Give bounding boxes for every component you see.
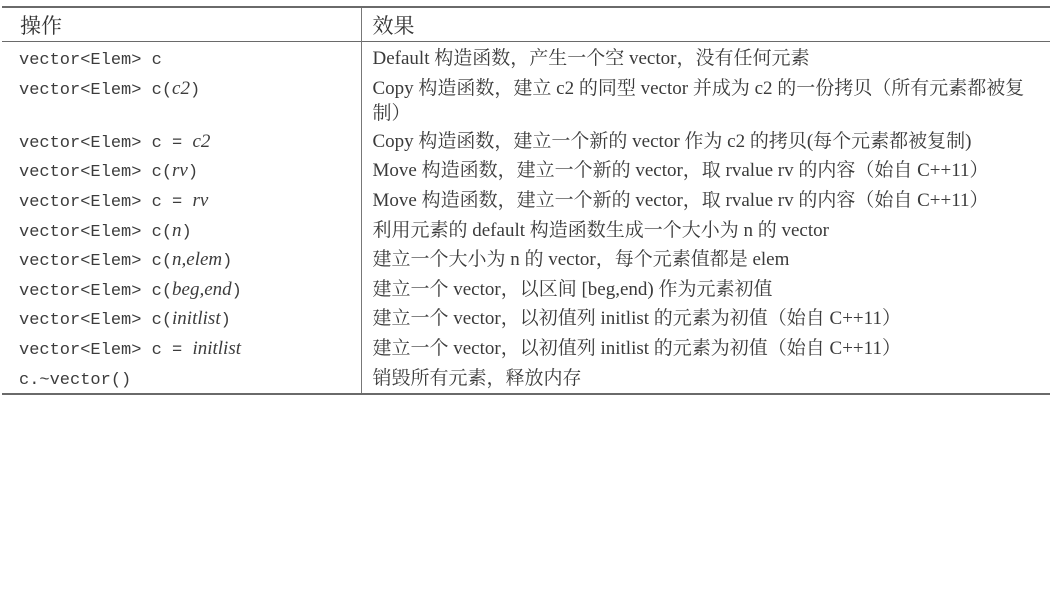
operation-cell <box>2 156 361 186</box>
effect-cell: 利用元素的 default 构造函数生成一个大小为 n 的 vector <box>361 216 1050 246</box>
operation-suffix: ) <box>181 222 192 242</box>
operation-code: vector<Elem> c( <box>19 281 173 301</box>
operation-cell <box>2 186 361 216</box>
operation-code: vector<Elem> c( <box>19 163 173 183</box>
header-effect: 效果 <box>361 7 1050 42</box>
operation-arg: rv <box>192 189 209 211</box>
effect-cell: Default 构造函数，产生一个空 vector，没有任何元素 <box>361 42 1050 74</box>
table-row <box>2 304 1050 334</box>
vector-constructors-table <box>2 6 1050 395</box>
operation-arg: c2 <box>172 77 190 99</box>
table-row <box>2 364 1050 395</box>
operation-code: vector<Elem> c( <box>19 311 173 331</box>
operation-code: vector<Elem> c = <box>19 192 193 212</box>
table-header <box>2 7 1050 42</box>
vector-constructors-table-container <box>2 6 1050 395</box>
operation-cell <box>2 74 361 127</box>
header-operation: 操作 <box>20 13 62 38</box>
operation-suffix: ) <box>189 80 201 100</box>
operation-cell <box>2 245 361 275</box>
operation-arg: rv <box>172 160 188 182</box>
table-row <box>2 156 1050 186</box>
operation-cell <box>2 42 361 74</box>
table-row <box>2 42 1050 74</box>
effect-cell: Copy 构造函数，建立一个新的 vector 作为 c2 的拷贝(每个元素都被复制) <box>361 127 1050 157</box>
table-row <box>2 334 1050 364</box>
operation-code: vector<Elem> c <box>19 51 162 70</box>
operation-code: vector<Elem> c( <box>19 222 173 242</box>
operation-cell <box>2 334 361 364</box>
effect-cell: Copy 构造函数，建立 c2 的同型 vector 并成为 c2 的一份拷贝（所有元素都被复制） <box>361 74 1050 127</box>
operation-suffix: ) <box>220 311 231 331</box>
table-row <box>2 275 1050 305</box>
operation-arg: beg,end <box>172 278 232 300</box>
effect-cell: 建立一个 vector，以区间 [beg,end) 作为元素初值 <box>361 275 1050 305</box>
operation-cell <box>2 364 361 395</box>
operation-arg: initlist <box>192 337 242 359</box>
table-row <box>2 186 1050 216</box>
effect-cell: 建立一个大小为 n 的 vector，每个元素值都是 elem <box>361 245 1050 275</box>
table-row <box>2 127 1050 157</box>
effect-cell: Move 构造函数，建立一个新的 vector，取 rvalue rv 的内容（始自 C++11） <box>361 186 1050 216</box>
operation-code: vector<Elem> c = <box>19 133 193 153</box>
operation-code: vector<Elem> c = <box>19 340 193 360</box>
table-row <box>2 74 1050 127</box>
effect-cell: 建立一个 vector，以初值列 initlist 的元素为初值（始自 C++11） <box>361 334 1050 364</box>
header-row <box>2 7 1050 42</box>
table-row <box>2 245 1050 275</box>
operation-suffix: ) <box>222 252 233 272</box>
operation-cell <box>2 304 361 334</box>
operation-suffix: ) <box>187 163 199 183</box>
operation-suffix: ) <box>231 281 242 301</box>
table-body <box>2 42 1050 395</box>
operation-arg: n <box>172 219 182 241</box>
operation-cell <box>2 275 361 305</box>
operation-arg: initlist <box>172 308 221 330</box>
effect-cell: 建立一个 vector，以初值列 initlist 的元素为初值（始自 C++11） <box>361 304 1050 334</box>
operation-arg: c2 <box>192 130 211 152</box>
effect-cell: Move 构造函数，建立一个新的 vector，取 rvalue rv 的内容（始自 C++11） <box>361 156 1050 186</box>
operation-cell <box>2 216 361 246</box>
table-row <box>2 216 1050 246</box>
effect-cell: 销毁所有元素，释放内存 <box>361 364 1050 395</box>
operation-code: vector<Elem> c( <box>19 252 173 272</box>
operation-code: c.~vector() <box>19 370 132 390</box>
operation-code: vector<Elem> c( <box>19 80 173 100</box>
operation-arg: n,elem <box>172 249 223 271</box>
operation-cell <box>2 127 361 157</box>
